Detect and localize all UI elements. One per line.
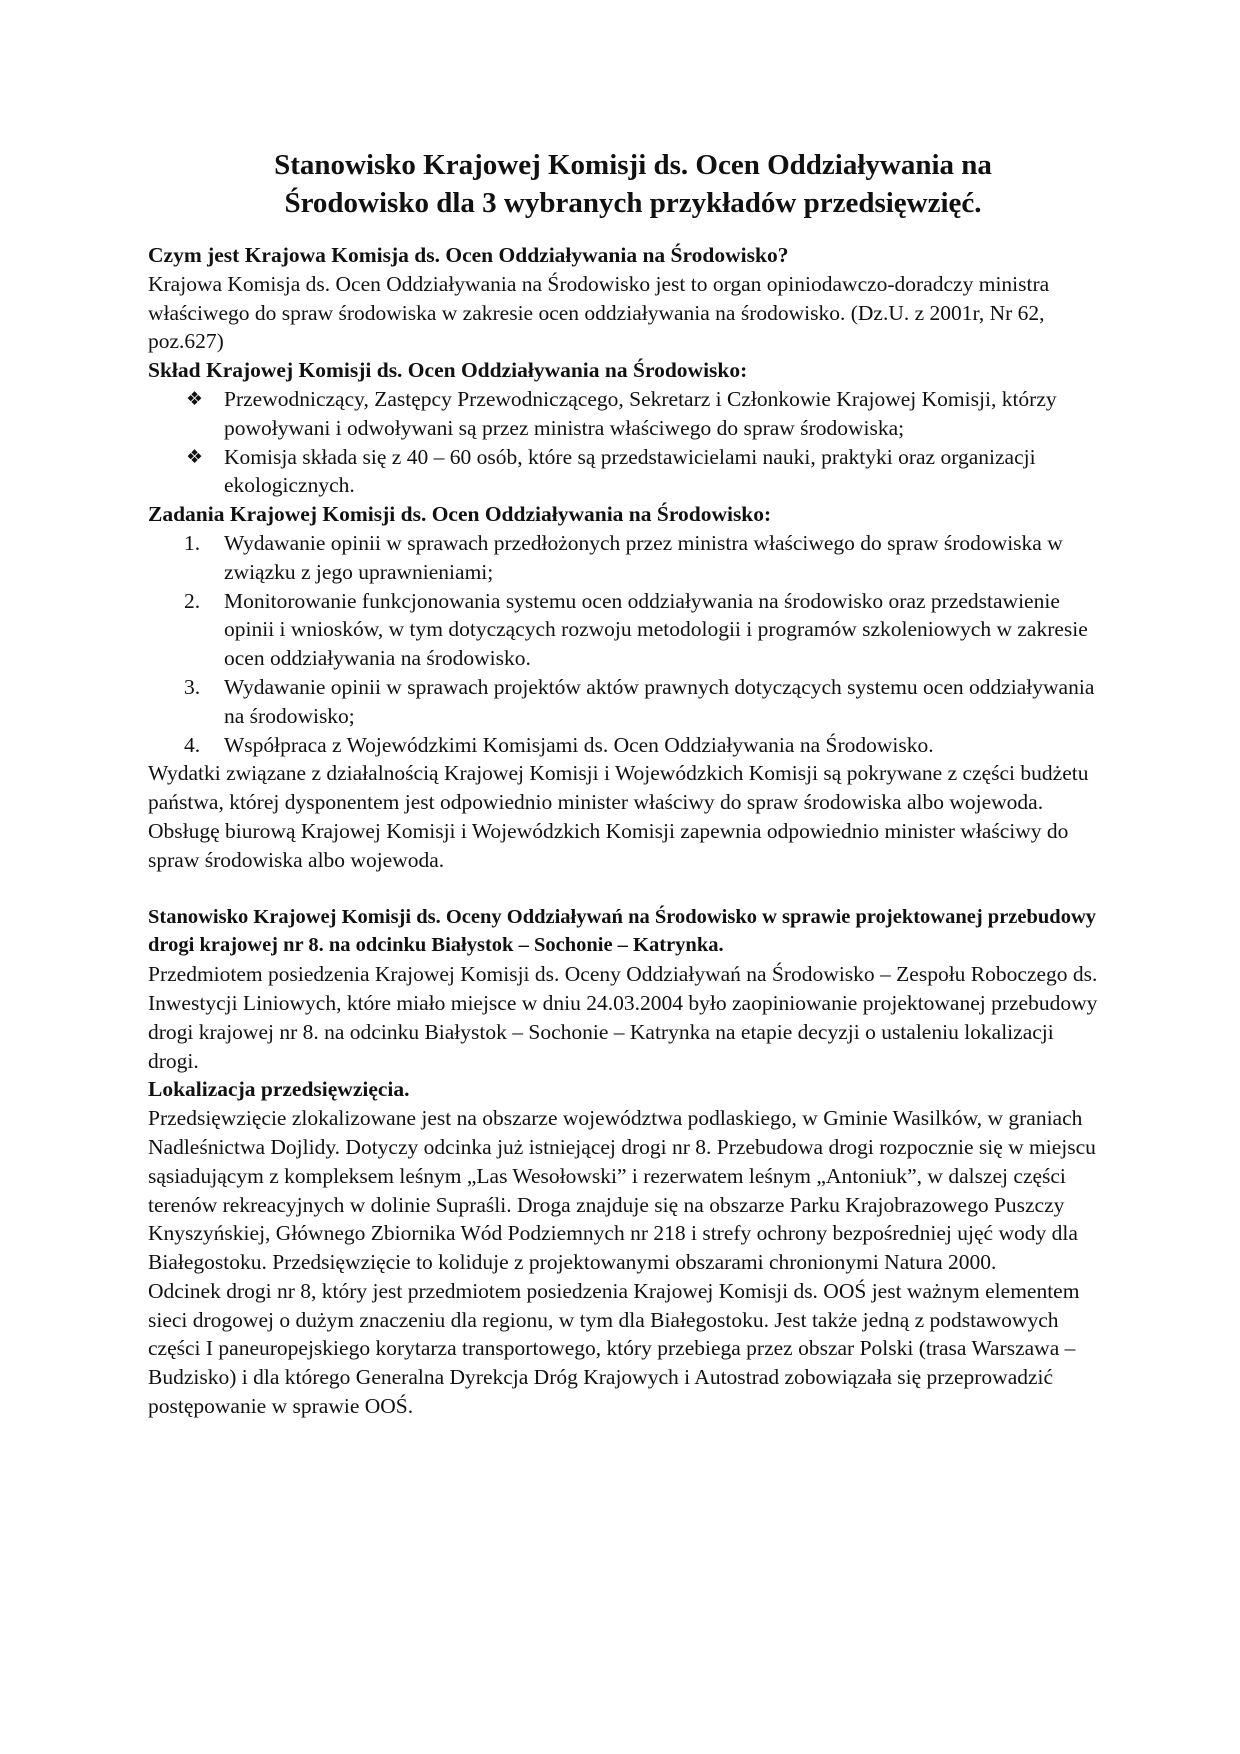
paragraph-expenses: Wydatki związane z działalnością Krajowej Komisji i Wojewódzkich Komisji są pokrywane z części budżetu państwa, której dysponentem jest odpowiednio minister właściwy do spraw środowiska albo wojewoda.	[148, 761, 1089, 815]
composition-list	[148, 385, 1098, 500]
list-item-text: Przewodniczący, Zastępcy Przewodniczącego, Sekretarz i Członkowie Krajowej Komisji, którzy powoływani i odwoływani są przez ministra właściwego do spraw środowiska;	[224, 386, 1057, 440]
diamond-bullet-icon: ❖	[186, 387, 204, 410]
document-title-line-2: Środowisko dla 3 wybranych przykładów przedsięwzięć.	[284, 187, 982, 219]
document-title-line-1: Stanowisko Krajowej Komisji ds. Ocen Oddziaływania na	[274, 149, 992, 181]
section-heading-tasks: Zadania Krajowej Komisji ds. Ocen Oddziaływania na Środowisko:	[148, 502, 772, 527]
list-item-number: 1.	[184, 530, 201, 555]
paragraph-location: Przedsięwzięcie zlokalizowane jest na obszarze województwa podlaskiego, w Gminie Wasilków, w graniach Nadleśnictwa Dojlidy. Dotyczy odcinka już istniejącej drogi nr 8. Przebudowa drogi rozpocznie się w miejscu sąsiadującym z kompleksem leśnym „Las Wesołowski” i rezerwatem leśnym „Antoniuk”, w dalszej części terenów rekreacyjnych w dolinie Supraśli. Droga znajduje się na obszarze Parku Krajobrazowego Puszczy Knyszyńskiej, Głównego Zbiornika Wód Podziemnych nr 218 i strefy ochrony bezpośredniej ujęć wody dla Białegostoku. Przedsięwzięcie to koliduje z projektowanymi obszarami chronionymi Natura 2000.	[148, 1106, 1096, 1275]
section-heading-road-8: Stanowisko Krajowej Komisji ds. Oceny Oddziaływań na Środowisko w sprawie projektowanej przebudowy drogi krajowej nr 8. na odcinku Białystok – Sochonie – Katrynka.	[148, 905, 1097, 957]
list-item	[148, 385, 1098, 443]
diamond-bullet-icon: ❖	[186, 445, 204, 468]
paragraph-office-service: Obsługę biurową Krajowej Komisji i Wojewódzkich Komisji zapewnia odpowiednio minister właściwy do spraw środowiska albo wojewoda.	[148, 818, 1069, 872]
document-page	[148, 146, 1098, 1421]
tasks-list	[148, 529, 1098, 759]
list-item	[148, 673, 1098, 731]
document-title	[148, 146, 1098, 222]
section-heading-composition: Skład Krajowej Komisji ds. Ocen Oddziaływania na Środowisko:	[148, 358, 748, 383]
section-heading-what-is: Czym jest Krajowa Komisja ds. Ocen Oddziaływania na Środowisko?	[148, 243, 789, 267]
list-item	[148, 529, 1098, 587]
paragraph-definition: Krajowa Komisja ds. Ocen Oddziaływania na Środowisko jest to organ opiniodawczo-doradczy ministra właściwego do spraw środowiska w zakresie ocen oddziaływania na środowisko. (Dz.U. z 2001r, Nr 62, poz.627)	[148, 271, 1050, 354]
list-item-text: Wydawanie opinii w sprawach przedłożonych przez ministra właściwego do spraw środowiska w związku z jego uprawnieniami;	[224, 530, 1063, 584]
list-item-number: 4.	[184, 732, 201, 757]
list-item-number: 2.	[184, 588, 201, 613]
paragraph-meeting-subject: Przedmiotem posiedzenia Krajowej Komisji ds. Oceny Oddziaływań na Środowisko – Zespołu Roboczego ds. Inwestycji Liniowych, które miało miejsce w dniu 24.03.2004 było zaopiniowanie projektowanej przebudowy drogi krajowej nr 8. na odcinku Białystok – Sochonie – Katrynka na etapie decyzji o ustaleniu lokalizacji drogi.	[148, 962, 1098, 1073]
list-item-number: 3.	[184, 674, 201, 699]
list-item-text: Monitorowanie funkcjonowania systemu ocen oddziaływania na środowisko oraz przedstawienie opinii i wniosków, w tym dotyczących rozwoju metodologii i programów szkoleniowych w zakresie ocen oddziaływania na środowisko.	[224, 588, 1088, 671]
list-item-text: Współpraca z Wojewódzkimi Komisjami ds. Ocen Oddziaływania na Środowisko.	[224, 732, 934, 757]
spacer	[148, 875, 1098, 903]
paragraph-road-importance: Odcinek drogi nr 8, który jest przedmiotem posiedzenia Krajowej Komisji ds. OOŚ jest ważnym elementem sieci drogowej o dużym znaczeniu dla regionu, w tym dla Białegostoku. Jest także jedną z podstawowych części I paneuropejskiego korytarza transportowego, który przebiega przez obszar Polski (trasa Warszawa – Budzisko) i dla którego Generalna Dyrekcja Dróg Krajowych i Autostrad zobowiązała się przeprowadzić postępowanie w sprawie OOŚ.	[148, 1278, 1080, 1419]
list-item-text: Komisja składa się z 40 – 60 osób, które są przedstawicielami nauki, praktyki oraz organizacji ekologicznych.	[224, 444, 1036, 498]
list-item-text: Wydawanie opinii w sprawach projektów aktów prawnych dotyczących systemu ocen oddziaływania na środowisko;	[224, 674, 1095, 728]
list-item	[148, 587, 1098, 673]
section-heading-location: Lokalizacja przedsięwzięcia.	[148, 1077, 410, 1102]
list-item	[148, 443, 1098, 501]
list-item	[148, 731, 1098, 760]
